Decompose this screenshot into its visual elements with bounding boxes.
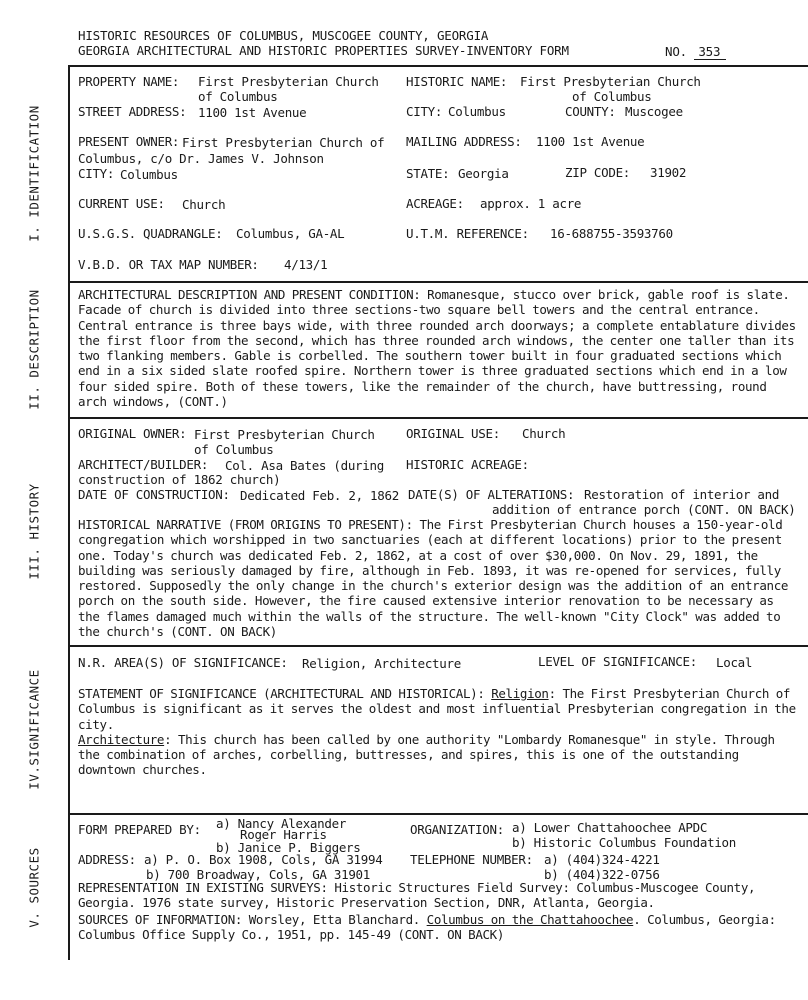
state-value: Georgia: [458, 166, 509, 181]
city-value: Columbus: [448, 104, 506, 119]
prepared-by-b: b) Janice P. Biggers: [216, 840, 361, 855]
level-of-significance-value: Local: [716, 655, 753, 670]
architecture-heading: Architecture: [78, 731, 165, 747]
property-name-label: PROPERTY NAME:: [78, 74, 180, 89]
zip-code-value: 31902: [650, 165, 687, 180]
historic-name-value: First Presbyterian Church: [520, 74, 701, 89]
section-divider: [68, 645, 808, 647]
alterations-label: DATE(S) OF ALTERATIONS:: [408, 487, 575, 502]
alterations-value-2: addition of entrance porch (CONT. ON BACK): [492, 502, 796, 517]
vbd-tax-map-label: V.B.D. OR TAX MAP NUMBER:: [78, 257, 259, 272]
sources-of-information-label: SOURCES OF INFORMATION:: [78, 912, 243, 927]
architecture-text: : This church has been called by one authority "Lombardy Romanesque" in style. Through the combination of arches, corbelling, buttresses, and spires, this is one of the outstanding downtown churches.: [78, 731, 775, 778]
architect-builder-value-2: construction of 1862 church): [78, 472, 281, 487]
religion-text: : The First Presbyterian Church of Columbus is significant as it serves the oldest and most influential Presbyterian congregation in the city.: [78, 686, 796, 732]
original-owner-value-2: of Columbus: [194, 442, 274, 457]
original-use-value: Church: [522, 426, 566, 441]
sources-of-information-title: Columbus on the Chattahoochee: [426, 912, 634, 927]
section-divider: [68, 813, 808, 815]
historic-acreage-label: HISTORIC ACREAGE:: [406, 457, 529, 472]
section-label-history: III. HISTORY: [26, 483, 42, 580]
organization-a: a) Lower Chattahoochee APDC: [512, 820, 708, 835]
county-label: COUNTY:: [565, 104, 616, 119]
current-use-value: Church: [182, 197, 226, 212]
historical-narrative-label: HISTORICAL NARRATIVE (FROM ORIGINS TO PRESENT):: [78, 517, 413, 532]
historic-name-label: HISTORIC NAME:: [406, 74, 508, 89]
architectural-description-text: Romanesque, stucco over brick, gable roof is slate. Facade of church is divided into three sections-two square bell towers and the central entrance. Central entrance is three bays wide, with three rounded arch doorways; a complete entablature divides the first floor from the second, which has three rounded arch windows, the center one taller than its two flanking members. Gable is corbelled. The southern tower built in four graduated sections which end in a six sided slate roofed spire. Northern tower is three graduated sections which end in a low four sided spire. Both of these towers, like the remainder of the church, have buttressing, round arch windows, (CONT.): [78, 287, 796, 410]
sources-of-information-publisher: . Columbus, Georgia: Columbus Office Supply Co., 1951, pp. 145-49 (CONT. ON BACK): [78, 912, 776, 943]
left-rule: [68, 65, 70, 960]
section-label-sources: V. SOURCES: [26, 846, 42, 928]
date-of-construction-value: Dedicated Feb. 2, 1862: [240, 488, 399, 503]
present-owner-value-2: Columbus, c/o Dr. James V. Johnson: [78, 151, 324, 166]
owner-city-value: Columbus: [120, 167, 178, 182]
sources-of-information: [78, 912, 798, 943]
owner-city-label: CITY:: [78, 166, 115, 181]
telephone-b: b) (404)322-0756: [544, 867, 660, 882]
existing-surveys: [78, 880, 798, 911]
form-number: [665, 44, 726, 59]
acreage-value: approx. 1 acre: [480, 196, 582, 211]
prepared-by-a-2: Roger Harris: [240, 827, 327, 842]
statement-label: STATEMENT OF SIGNIFICANCE (ARCHITECTURAL AND HISTORICAL):: [78, 686, 485, 701]
property-name-value: First Presbyterian Church: [198, 74, 379, 89]
telephone-label: TELEPHONE NUMBER:: [410, 852, 533, 867]
vbd-tax-map-value: 4/13/1: [284, 257, 328, 272]
utm-reference-label: U.T.M. REFERENCE:: [406, 226, 529, 241]
mailing-address-label: MAILING ADDRESS:: [406, 134, 522, 149]
city-label: CITY:: [406, 104, 443, 119]
alterations-value: Restoration of interior and: [584, 487, 780, 502]
county-value: Muscogee: [625, 104, 683, 119]
historic-name-value-2: of Columbus: [572, 89, 652, 104]
sources-of-information-author: Worsley, Etta Blanchard.: [248, 912, 420, 927]
architect-builder-label: ARCHITECT/BUILDER:: [78, 457, 209, 472]
historical-narrative: [78, 517, 798, 639]
form-header-line2: GEORGIA ARCHITECTURAL AND HISTORIC PROPERTIES SURVEY-INVENTORY FORM: [78, 43, 569, 58]
religion-heading: Religion: [491, 686, 549, 701]
existing-surveys-text: Historic Structures Field Survey: Columbus-Muscogee County, Georgia. 1976 state survey, Historic Preservation Section, DNR, Atlanta, Georgia.: [78, 880, 756, 911]
statement-of-significance: [78, 686, 798, 778]
street-address-value: 1100 1st Avenue: [198, 105, 307, 120]
mailing-address-value: 1100 1st Avenue: [536, 134, 645, 149]
present-owner-label: PRESENT OWNER:: [78, 134, 180, 149]
organization-label: ORGANIZATION:: [410, 822, 504, 837]
section-label-significance: IV.SIGNIFICANCE: [26, 669, 42, 790]
acreage-label: ACREAGE:: [406, 196, 464, 211]
address-b: b) 700 Broadway, Cols, GA 31901: [146, 867, 370, 882]
level-of-significance-label: LEVEL OF SIGNIFICANCE:: [538, 654, 697, 669]
original-owner-label: ORIGINAL OWNER:: [78, 426, 187, 441]
street-address-label: STREET ADDRESS:: [78, 104, 187, 119]
zip-code-label: ZIP CODE:: [565, 165, 631, 180]
section-divider: [68, 281, 808, 283]
existing-surveys-label: REPRESENTATION IN EXISTING SURVEYS:: [78, 880, 328, 895]
usgs-quadrangle-value: Columbus, GA-AL: [236, 226, 345, 241]
address-a: a) P. O. Box 1908, Cols, GA 31994: [144, 852, 383, 867]
original-use-label: ORIGINAL USE:: [406, 426, 500, 441]
utm-reference-value: 16-688755-3593760: [550, 226, 673, 241]
original-owner-value: First Presbyterian Church: [194, 427, 375, 442]
form-prepared-by-label: FORM PREPARED BY:: [78, 822, 201, 837]
section-label-identification: I. IDENTIFICATION: [26, 104, 42, 242]
date-of-construction-label: DATE OF CONSTRUCTION:: [78, 487, 230, 502]
present-owner-value: First Presbyterian Church of: [182, 135, 385, 150]
architectural-description-label: ARCHITECTURAL DESCRIPTION AND PRESENT CONDITION:: [78, 287, 421, 302]
state-label: STATE:: [406, 166, 450, 181]
nr-area-label: N.R. AREA(S) OF SIGNIFICANCE:: [78, 655, 288, 670]
historical-narrative-text: The First Presbyterian Church houses a 150-year-old congregation which worshipped in two sanctuaries (each at different locations) prior to the present one. Today's church was dedicated Feb. 2, 1862, at a cost of over $30,000. On Nov. 29, 1891, the building was seriously damaged by fire, although in Feb. 1893, it was re-opened for services, fully restored. Supposedly the only change in the church's exterior design was the addition of an entrance porch on the south side. However, the fire caused extensive interior renovation to be necessary as the flames damaged much within the walls of the structure. The well-known "City Clock" was added to the church's (CONT. ON BACK): [78, 517, 789, 640]
telephone-a: a) (404)324-4221: [544, 852, 660, 867]
section-label-description: II. DESCRIPTION: [26, 289, 42, 410]
property-name-value-2: of Columbus: [198, 89, 278, 104]
architect-builder-value: Col. Asa Bates (during: [225, 458, 384, 473]
architectural-description: [78, 287, 798, 409]
address-label: ADDRESS:: [78, 852, 136, 867]
usgs-quadrangle-label: U.S.G.S. QUADRANGLE:: [78, 226, 223, 241]
nr-area-value: Religion, Architecture: [302, 656, 461, 671]
prepared-by-a: a) Nancy Alexander: [216, 816, 347, 831]
section-divider: [68, 65, 808, 67]
organization-b: b) Historic Columbus Foundation: [512, 835, 736, 850]
form-header-line1: HISTORIC RESOURCES OF COLUMBUS, MUSCOGEE COUNTY, GEORGIA: [78, 28, 489, 43]
current-use-label: CURRENT USE:: [78, 196, 165, 211]
section-divider: [68, 417, 808, 419]
form-number-value: 353: [694, 44, 726, 60]
form-number-label: NO.: [665, 44, 687, 59]
